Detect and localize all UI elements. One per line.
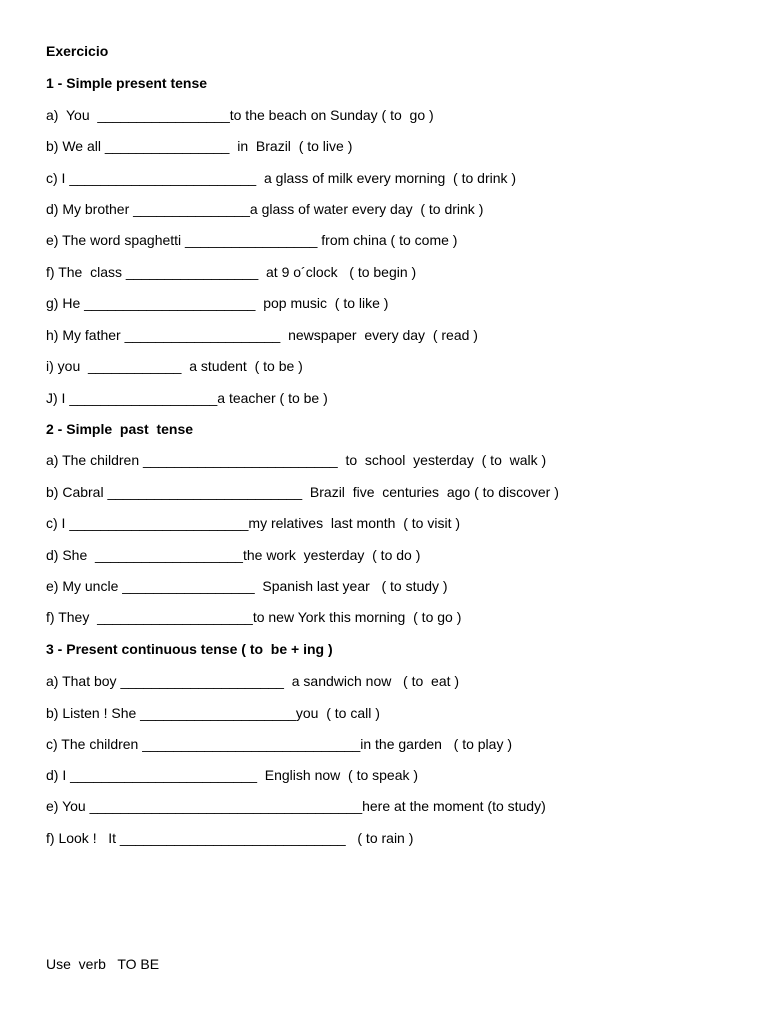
exercise-item: b) Listen ! She ____________________you ( to call ) xyxy=(46,705,380,721)
exercise-item: a) That boy _____________________ a sandwich now ( to eat ) xyxy=(46,673,460,689)
exercise-item: f) The class _________________ at 9 o´clock ( to begin ) xyxy=(46,264,417,280)
exercise-item: h) My father ____________________ newspaper every day ( read ) xyxy=(46,327,478,343)
exercise-item: f) Look ! It _____________________________ ( to rain ) xyxy=(46,830,414,846)
section-heading-present-continuous: 3 - Present continuous tense ( to be + ing ) xyxy=(46,641,333,657)
exercise-item: i) you ____________ a student ( to be ) xyxy=(46,358,303,374)
exercise-item: d) I ________________________ English now ( to speak ) xyxy=(46,767,419,783)
exercise-item: c) I ________________________ a glass of milk every morning ( to drink ) xyxy=(46,170,517,186)
exercise-item: e) My uncle _________________ Spanish last year ( to study ) xyxy=(46,578,448,594)
exercise-item: a) You _________________to the beach on Sunday ( to go ) xyxy=(46,107,434,123)
exercise-item: J) I ___________________a teacher ( to be ) xyxy=(46,390,328,406)
document-title: Exercicio xyxy=(46,43,109,59)
exercise-item: b) We all ________________ in Brazil ( to live ) xyxy=(46,138,353,154)
footer-note: Use verb TO BE xyxy=(46,956,160,972)
exercise-item: c) I _______________________my relatives last month ( to visit ) xyxy=(46,515,461,531)
exercise-item: g) He ______________________ pop music ( to like ) xyxy=(46,295,389,311)
exercise-item: f) They ____________________to new York this morning ( to go ) xyxy=(46,609,462,625)
exercise-item: a) The children _________________________ to school yesterday ( to walk ) xyxy=(46,452,547,468)
exercise-item: d) She ___________________the work yesterday ( to do ) xyxy=(46,547,421,563)
exercise-item: b) Cabral _________________________ Brazil five centuries ago ( to discover ) xyxy=(46,484,559,500)
section-heading-simple-past: 2 - Simple past tense xyxy=(46,421,194,437)
section-heading-simple-present: 1 - Simple present tense xyxy=(46,75,208,91)
exercise-item: e) You ___________________________________here at the moment (to study) xyxy=(46,798,546,814)
exercise-item: e) The word spaghetti _________________ from china ( to come ) xyxy=(46,232,458,248)
exercise-item: d) My brother _______________a glass of water every day ( to drink ) xyxy=(46,201,484,217)
exercise-item: c) The children ____________________________in the garden ( to play ) xyxy=(46,736,512,752)
